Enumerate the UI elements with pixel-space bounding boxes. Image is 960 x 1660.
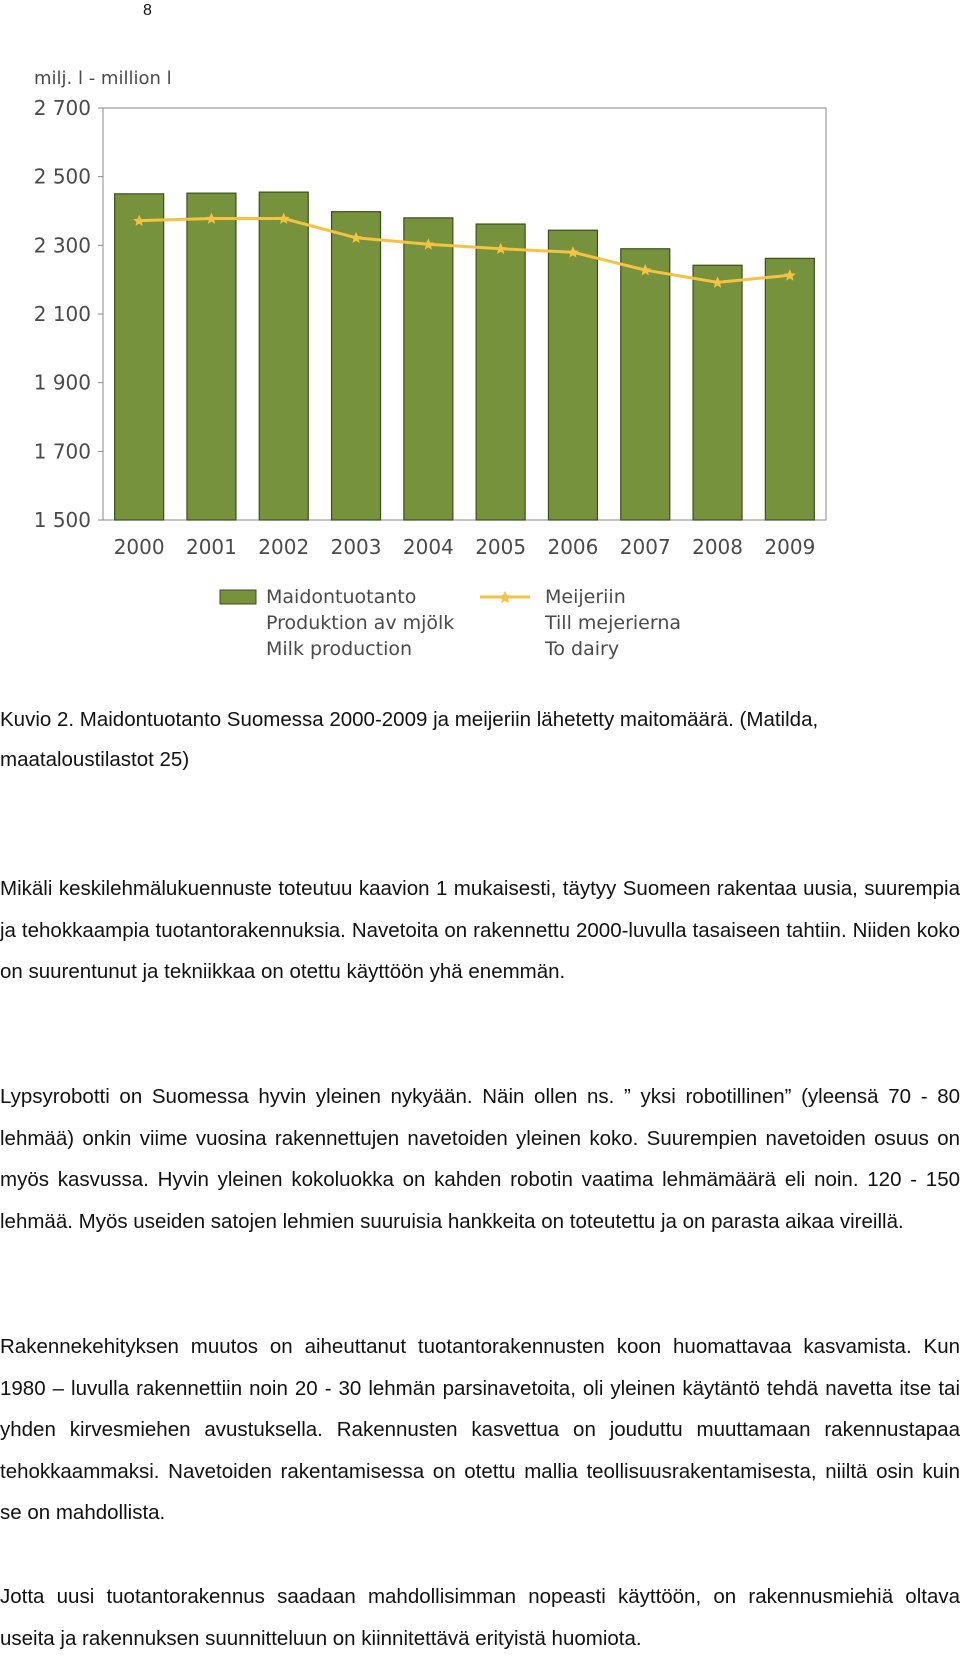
y-tick-label: 1 700 [33,439,91,464]
legend-label-line: Till mejerierna [545,612,682,634]
paragraph-2: Lypsyrobotti on Suomessa hyvin yleinen nykyään. Näin ollen ns. ” yksi robotillinen” (yleensä 70 - 80 lehmää) onkin viime vuosina rakennettujen navetoiden yleinen koko. Suurempien navetoiden osuus on myös kasvussa. Hyvin yleinen kokoluokka on kahden robotin vaatima lehmämäärä eli noin. 120 - 150 lehmää. Myös useiden satojen lehmien suuruisia hankkeita on toteutettu ja on parasta aikaa vireillä. [0,1085,960,1233]
x-tick-label: 2001 [185,535,237,559]
bar-2000 [115,194,164,520]
y-tick-label: 2 300 [33,233,91,258]
y-tick-label: 2 700 [33,96,91,120]
paragraph-3: Rakennekehityksen muutos on aiheuttanut tuotantorakennusten koon huomattavaa kasvamista. Kun 1980 – luvulla rakennettiin noin 20 - 30 lehmän parsinavetoita, oli yleinen käytäntö tehdä navetta itse tai yhden kirvesmiehen avustuksella. Rakennusten kasvettua on jouduttu muuttamaan rakennustapaa tehokkaammaksi. Navetoiden rakentamisessa on otettu mallia teollisuusrakentamisesta, niiltä osin kuin se on mahdollista. [0,1335,960,1524]
x-tick-label: 2006 [547,535,599,559]
bar-2008 [693,265,742,520]
milk-production-chart [0,0,960,680]
paragraph-1: Mikäli keskilehmälukuennuste toteutuu kaavion 1 mukaisesti, täytyy Suomeen rakentaa uusia, suurempia ja tehokkaampia tuotantorakennuksia. Navetoita on rakennettu 2000-luvulla tasaiseen tahtiin. Niiden koko on suurentunut ja tekniikkaa on otettu käyttöön yhä enemmän. [0,877,960,983]
bar-2005 [476,224,525,520]
x-tick-label: 2000 [113,535,165,559]
bar-2004 [404,218,453,520]
figure-caption: Kuvio 2. Maidontuotanto Suomessa 2000-2009 ja meijeriin lähetetty maitomäärä. (Matilda, maataloustilastot 25) [0,708,819,771]
x-axis [114,535,816,559]
legend-swatch-bar [220,590,256,604]
x-tick-label: 2008 [692,535,744,559]
legend-label-bar: Maidontuotanto [266,586,417,608]
y-axis-unit-label: milj. l - million l [34,68,172,89]
x-tick-label: 2003 [330,535,382,559]
line-path [139,219,790,283]
paragraph-4: Jotta uusi tuotantorakennus saadaan mahdollisimman nopeasti käyttöön, on rakennusmiehiä oltava useita ja rakennuksen suunnitteluun on kiinnitettävä erityistä huomiota. [0,1585,960,1650]
x-tick-label: 2009 [764,535,816,559]
x-tick-label: 2002 [258,535,310,559]
bar-2003 [332,212,381,520]
legend-label-line: Meijeriin [545,586,626,608]
legend-label-line: To dairy [545,638,620,660]
y-tick-label: 1 500 [33,508,91,532]
legend-label-bar: Milk production [266,638,413,660]
bar-2001 [187,193,236,520]
y-tick-label: 1 900 [33,370,91,395]
bar-2009 [765,258,814,520]
legend-label-bar: Produktion av mjölk [266,612,455,634]
legend [220,586,681,660]
bar-2007 [621,249,670,520]
x-tick-label: 2005 [475,535,527,559]
bar-series-milk-production [115,192,815,520]
x-tick-label: 2004 [402,535,454,559]
y-axis [34,96,103,532]
legend-marker-line [499,591,511,603]
y-tick-label: 2 100 [33,302,91,326]
bar-2002 [259,192,308,520]
page-number: 8 [143,2,152,19]
bar-2006 [548,230,597,520]
y-tick-label: 2 500 [33,164,91,189]
x-tick-label: 2007 [619,535,671,559]
